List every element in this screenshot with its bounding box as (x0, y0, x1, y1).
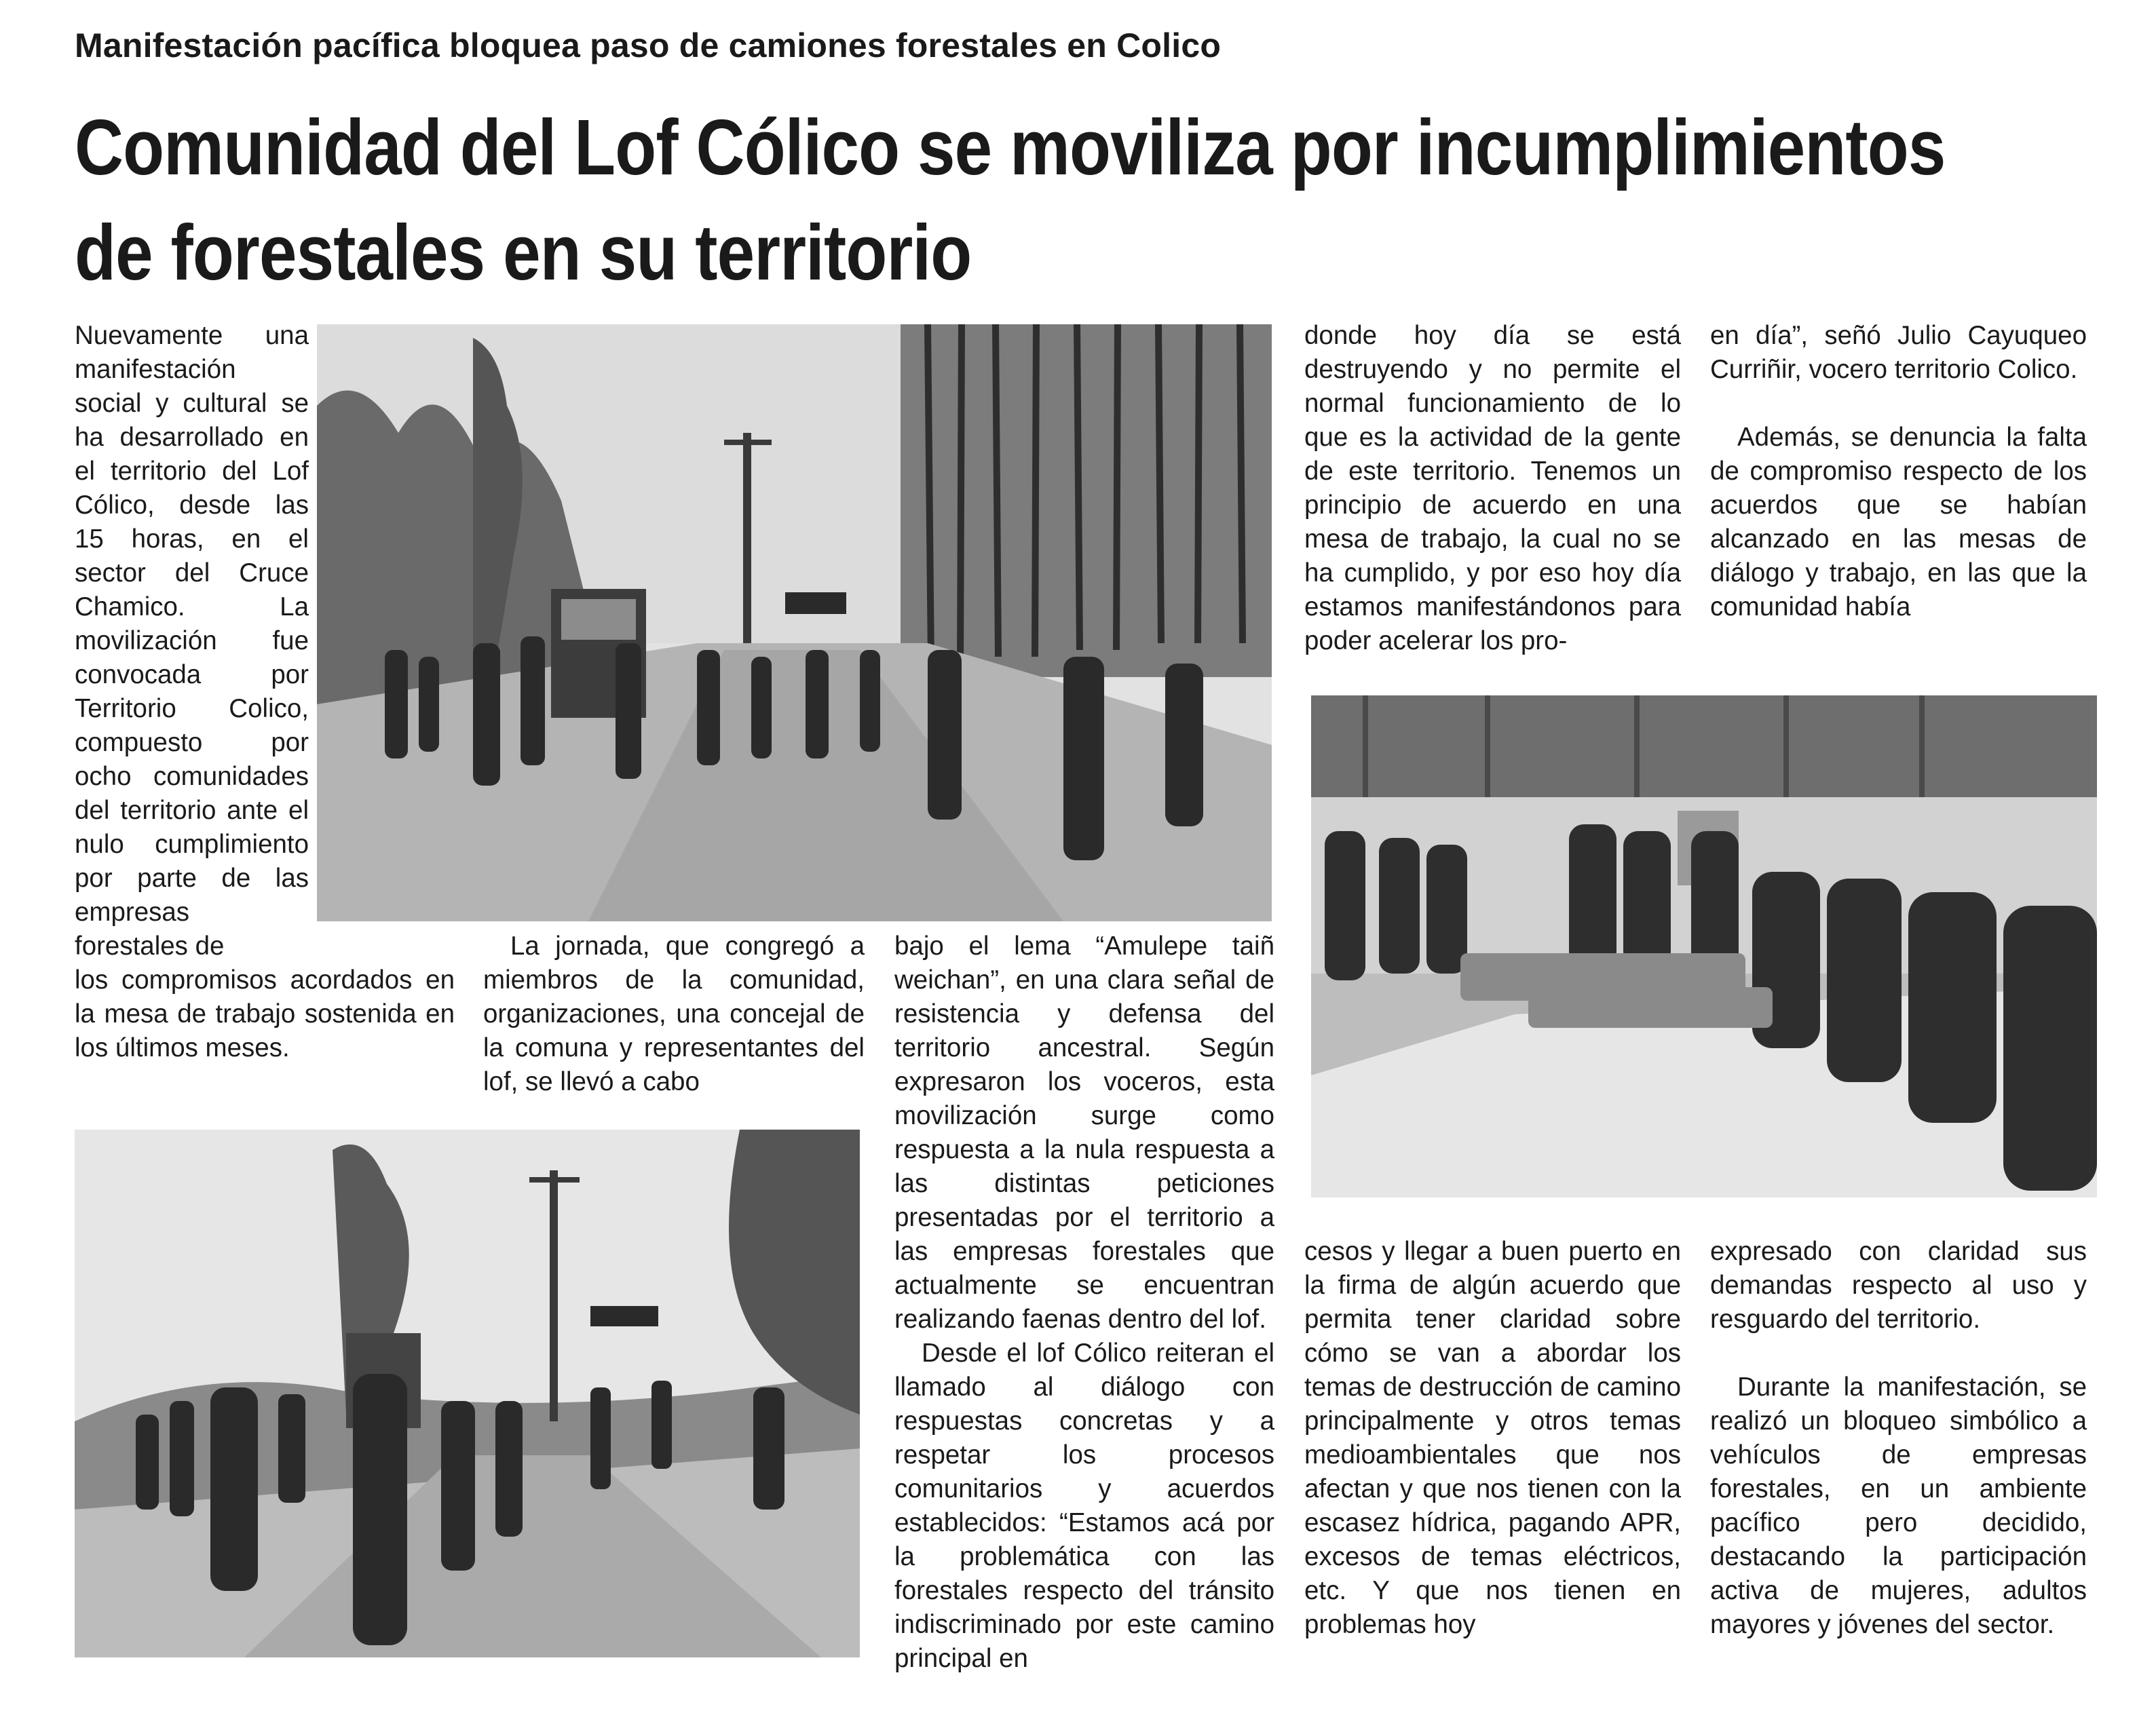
paragraph-quote-end: en día”, señó Julio Cayuqueo Curriñir, vocero territorio Colico. (1710, 321, 2087, 384)
paragraph-intro-end: los compromisos acordados en la mesa de trabajo sostenida en los últimos meses. (75, 965, 455, 1062)
article-column-5-continued (1710, 1235, 2087, 1642)
paragraph-bloqueo: Durante la manifestación, se realizó un bloqueo simbólico a vehículos de empresas forestales, en un ambiente pacífico pero decidido, destacando la participación activa de mujeres, adultos mayores y jóvenes del sector. (1710, 1372, 2087, 1639)
paragraph-demandas: expresado con claridad sus demandas respecto al uso y resguardo del territorio. (1710, 1237, 2087, 1334)
paragraph-intro: Nuevamente una manifestación social y cultural se ha desarrollado en el territorio del Lof Cólico, desde las 15 horas, en el sector del Cruce Chamico. La movilización fue convocada por Territorio Colico, compuesto por ocho comunidades del territorio ante el nulo cumplimiento por parte de las empresas forestales de (75, 321, 309, 961)
paragraph-jornada: La jornada, que congregó a miembros de la comunidad, organizaciones, una concejal de la comuna y representantes del lof, se llevó a cabo (483, 932, 865, 1096)
article-column-1 (75, 319, 309, 963)
headline-line-1: Comunidad del Lof Cólico se moviliza por incumplimientos (75, 103, 1946, 191)
kicker: Manifestación pacífica bloquea paso de camiones forestales en Colico (75, 26, 1222, 64)
paragraph-quote-start: donde hoy día se está destruyendo y no permite el normal funcionamiento de lo que es la actividad de la gente de este territorio. Tenemos un principio de acuerdo en una mesa de trabajo, la cual no se ha cumplido, y por eso hoy día estamos manifestándonos para poder acelerar los pro- (1304, 321, 1681, 655)
photo-audience-meeting (1311, 695, 2097, 1197)
article-column-3 (894, 929, 1274, 1676)
article-column-4 (1304, 319, 1681, 658)
headline (75, 95, 1946, 305)
article-column-5 (1710, 319, 2087, 624)
article-column-2 (483, 929, 865, 1099)
paragraph-lema: bajo el lema “Amulepe taiñ weichan”, en una clara señal de resistencia y defensa del territorio ancestral. Según expresaron los voceros, esta movilización surge como respuesta a la nula respuesta a las distintas peticiones presentadas por el territorio a las empresas forestales que actualmente se encuentran realizando faenas dentro del lof. (894, 932, 1274, 1334)
paragraph-quote-middle: cesos y llegar a buen puerto en la firma de algún acuerdo que permita tener claridad sobre cómo se van a abordar los temas de destrucción de camino principalmente y otros temas medioambientales que nos afectan y que nos tienen con la escasez hídrica, pagando APR, excesos de temas eléctricos, etc. Y que nos tienen en problemas hoy (1304, 1237, 1681, 1639)
photo-road-protest-truck (317, 324, 1272, 921)
paragraph-denuncia: Además, se denuncia la falta de compromiso respecto de los acuerdos que se habían alcanzado en las mesas de diálogo y trabajo, en las que la comunidad había (1710, 423, 2087, 621)
paragraph-dialogo: Desde el lof Cólico reiteran el llamado al diálogo con respuestas concretas y a respetar los procesos comunitarios y acuerdos establecidos: “Estamos acá por la problemática con las forestales respecto del tránsito indiscriminado por este camino principal en (894, 1339, 1274, 1673)
photo-marchers-road (75, 1130, 860, 1657)
headline-line-2: de forestales en su territorio (75, 208, 972, 296)
article-column-1-continued (75, 963, 455, 1065)
article-column-4-continued (1304, 1235, 1681, 1642)
